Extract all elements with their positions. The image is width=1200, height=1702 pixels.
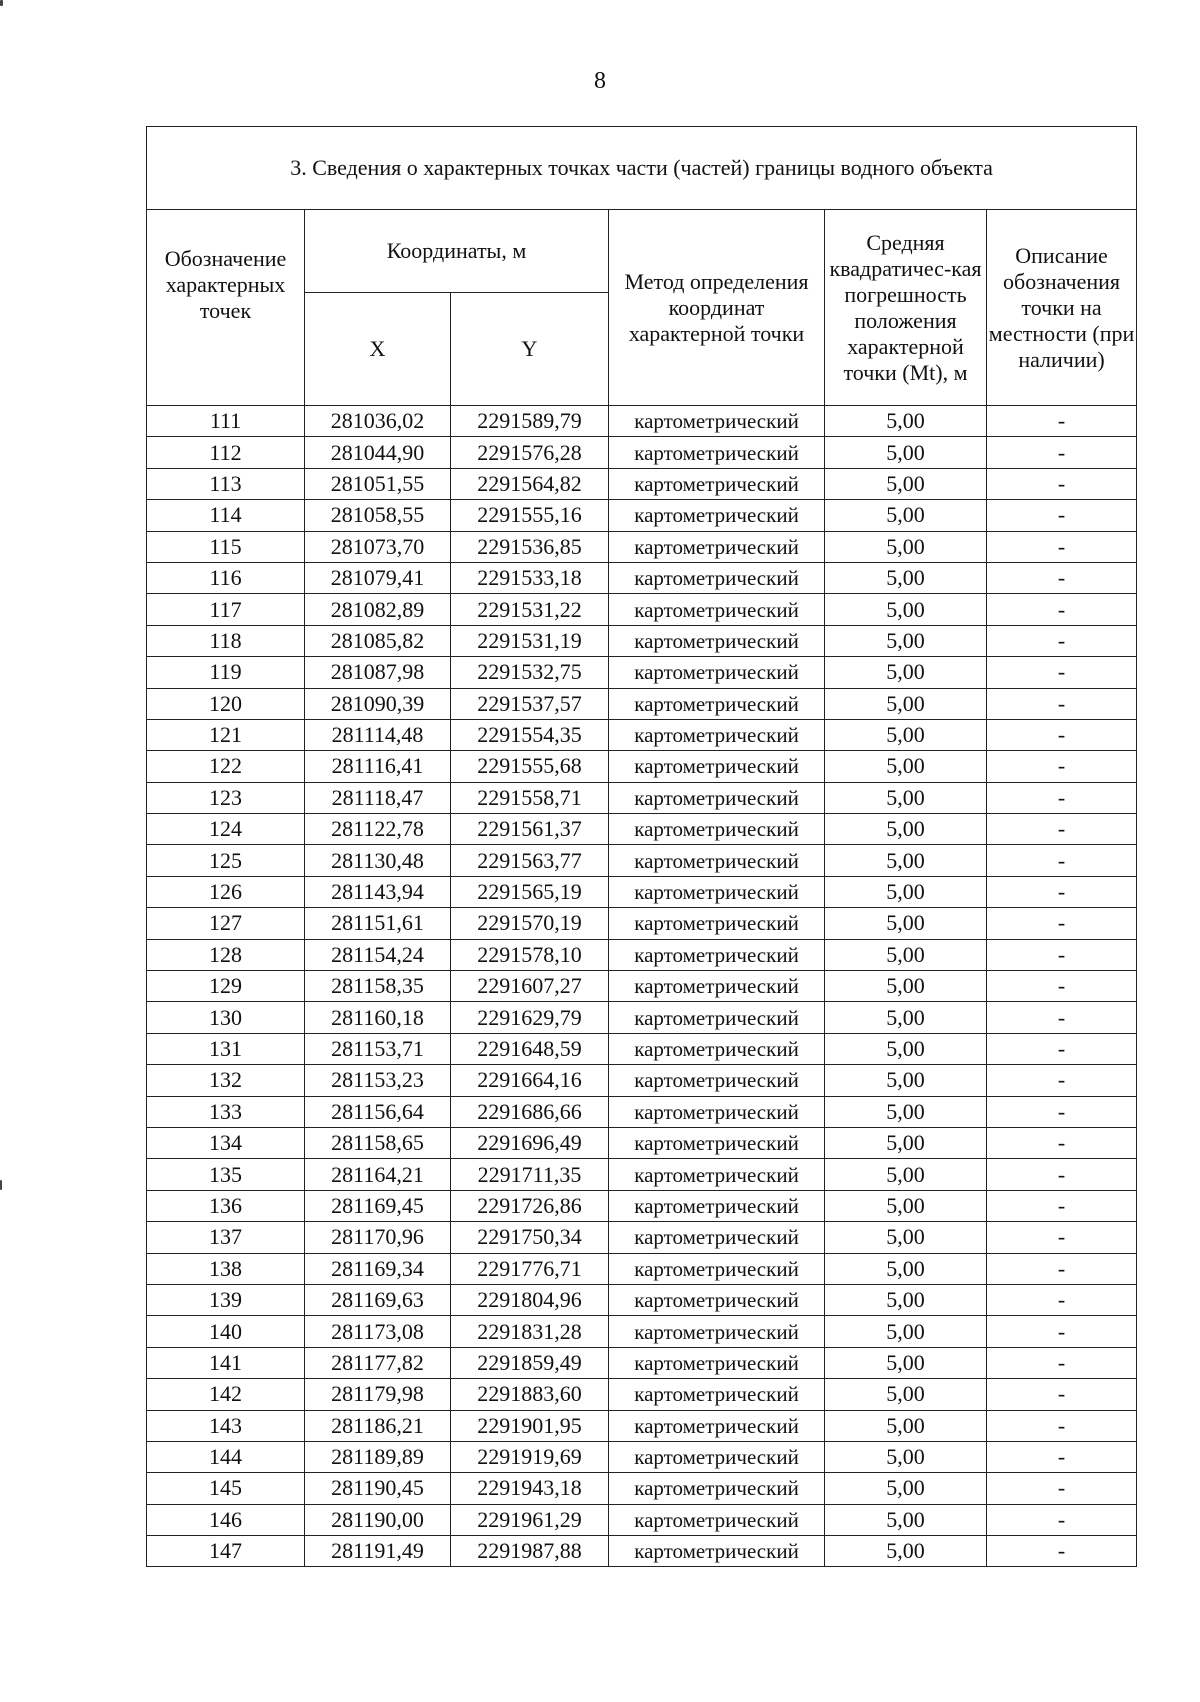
cell-y: 2291565,19	[451, 876, 609, 907]
cell-y: 2291648,59	[451, 1033, 609, 1064]
cell-x: 281073,70	[305, 531, 451, 562]
cell-x: 281122,78	[305, 814, 451, 845]
cell-description: -	[987, 971, 1137, 1002]
cell-point-id: 136	[147, 1190, 305, 1221]
cell-x: 281154,24	[305, 939, 451, 970]
cell-accuracy: 5,00	[825, 814, 987, 845]
cell-description: -	[987, 1033, 1137, 1064]
table-row	[147, 657, 1137, 688]
cell-point-id: 146	[147, 1504, 305, 1535]
cell-x: 281169,45	[305, 1190, 451, 1221]
cell-method: картометрический	[609, 1473, 825, 1504]
cell-y: 2291531,19	[451, 625, 609, 656]
cell-method: картометрический	[609, 1002, 825, 1033]
cell-accuracy: 5,00	[825, 562, 987, 593]
cell-method: картометрический	[609, 1096, 825, 1127]
table-row	[147, 500, 1137, 531]
cell-description: -	[987, 1222, 1137, 1253]
table-row	[147, 1002, 1137, 1033]
header-y: Y	[451, 293, 609, 406]
cell-description: -	[987, 1127, 1137, 1158]
table-row	[147, 751, 1137, 782]
cell-description: -	[987, 1159, 1137, 1190]
cell-description: -	[987, 562, 1137, 593]
table-row	[147, 814, 1137, 845]
cell-description: -	[987, 437, 1137, 468]
cell-point-id: 145	[147, 1473, 305, 1504]
cell-description: -	[987, 1284, 1137, 1315]
cell-x: 281153,23	[305, 1065, 451, 1096]
cell-method: картометрический	[609, 845, 825, 876]
cell-accuracy: 5,00	[825, 1284, 987, 1315]
cell-description: -	[987, 531, 1137, 562]
cell-accuracy: 5,00	[825, 688, 987, 719]
cell-method: картометрический	[609, 1065, 825, 1096]
cell-method: картометрический	[609, 1536, 825, 1567]
cell-method: картометрический	[609, 688, 825, 719]
cell-x: 281177,82	[305, 1347, 451, 1378]
cell-description: -	[987, 1504, 1137, 1535]
cell-point-id: 129	[147, 971, 305, 1002]
cell-description: -	[987, 406, 1137, 437]
table-row	[147, 939, 1137, 970]
cell-accuracy: 5,00	[825, 971, 987, 1002]
cell-y: 2291859,49	[451, 1347, 609, 1378]
table-row	[147, 1316, 1137, 1347]
header-description: Описание обозначения точки на местности (при наличии)	[987, 210, 1137, 406]
cell-point-id: 124	[147, 814, 305, 845]
cell-method: картометрический	[609, 1410, 825, 1441]
table-row	[147, 1159, 1137, 1190]
cell-x: 281158,65	[305, 1127, 451, 1158]
cell-y: 2291563,77	[451, 845, 609, 876]
cell-description: -	[987, 1473, 1137, 1504]
cell-y: 2291696,49	[451, 1127, 609, 1158]
cell-x: 281164,21	[305, 1159, 451, 1190]
cell-description: -	[987, 1347, 1137, 1378]
cell-description: -	[987, 657, 1137, 688]
cell-y: 2291943,18	[451, 1473, 609, 1504]
cell-x: 281036,02	[305, 406, 451, 437]
cell-point-id: 134	[147, 1127, 305, 1158]
cell-description: -	[987, 751, 1137, 782]
cell-point-id: 135	[147, 1159, 305, 1190]
cell-y: 2291883,60	[451, 1379, 609, 1410]
cell-x: 281190,45	[305, 1473, 451, 1504]
cell-accuracy: 5,00	[825, 531, 987, 562]
cell-method: картометрический	[609, 814, 825, 845]
cell-accuracy: 5,00	[825, 1504, 987, 1535]
cell-point-id: 126	[147, 876, 305, 907]
cell-x: 281190,00	[305, 1504, 451, 1535]
table-row	[147, 1253, 1137, 1284]
cell-accuracy: 5,00	[825, 751, 987, 782]
table-row	[147, 437, 1137, 468]
cell-y: 2291629,79	[451, 1002, 609, 1033]
table-row	[147, 406, 1137, 437]
cell-point-id: 131	[147, 1033, 305, 1064]
cell-method: картометрический	[609, 468, 825, 499]
table-row	[147, 845, 1137, 876]
cell-y: 2291554,35	[451, 719, 609, 750]
cell-x: 281044,90	[305, 437, 451, 468]
cell-x: 281189,89	[305, 1441, 451, 1472]
cell-point-id: 111	[147, 406, 305, 437]
cell-y: 2291589,79	[451, 406, 609, 437]
cell-point-id: 140	[147, 1316, 305, 1347]
cell-point-id: 120	[147, 688, 305, 719]
cell-description: -	[987, 1379, 1137, 1410]
cell-x: 281156,64	[305, 1096, 451, 1127]
table-row	[147, 1441, 1137, 1472]
cell-y: 2291555,68	[451, 751, 609, 782]
cell-point-id: 118	[147, 625, 305, 656]
cell-x: 281179,98	[305, 1379, 451, 1410]
cell-point-id: 138	[147, 1253, 305, 1284]
cell-description: -	[987, 1096, 1137, 1127]
cell-y: 2291987,88	[451, 1536, 609, 1567]
cell-x: 281079,41	[305, 562, 451, 593]
cell-point-id: 114	[147, 500, 305, 531]
cell-accuracy: 5,00	[825, 406, 987, 437]
cell-description: -	[987, 782, 1137, 813]
cell-x: 281130,48	[305, 845, 451, 876]
cell-method: картометрический	[609, 406, 825, 437]
cell-point-id: 141	[147, 1347, 305, 1378]
cell-accuracy: 5,00	[825, 1222, 987, 1253]
cell-x: 281191,49	[305, 1536, 451, 1567]
cell-accuracy: 5,00	[825, 1002, 987, 1033]
cell-description: -	[987, 1002, 1137, 1033]
cell-method: картометрический	[609, 594, 825, 625]
cell-y: 2291555,16	[451, 500, 609, 531]
cell-description: -	[987, 908, 1137, 939]
cell-accuracy: 5,00	[825, 1127, 987, 1158]
cell-y: 2291533,18	[451, 562, 609, 593]
cell-method: картометрический	[609, 1033, 825, 1064]
cell-method: картометрический	[609, 1127, 825, 1158]
cell-accuracy: 5,00	[825, 437, 987, 468]
cell-y: 2291901,95	[451, 1410, 609, 1441]
scan-mark	[0, 1180, 2, 1190]
cell-x: 281153,71	[305, 1033, 451, 1064]
cell-description: -	[987, 939, 1137, 970]
cell-x: 281158,35	[305, 971, 451, 1002]
cell-point-id: 117	[147, 594, 305, 625]
cell-description: -	[987, 1316, 1137, 1347]
section-title: 3. Сведения о характерных точках части (частей) границы водного объекта	[147, 127, 1137, 210]
cell-method: картометрический	[609, 1159, 825, 1190]
cell-y: 2291536,85	[451, 531, 609, 562]
table-row	[147, 562, 1137, 593]
cell-accuracy: 5,00	[825, 1096, 987, 1127]
cell-accuracy: 5,00	[825, 1190, 987, 1221]
cell-x: 281173,08	[305, 1316, 451, 1347]
cell-point-id: 119	[147, 657, 305, 688]
table-row	[147, 971, 1137, 1002]
cell-y: 2291961,29	[451, 1504, 609, 1535]
table-row	[147, 1536, 1137, 1567]
cell-description: -	[987, 468, 1137, 499]
cell-point-id: 112	[147, 437, 305, 468]
cell-method: картометрический	[609, 531, 825, 562]
cell-y: 2291776,71	[451, 1253, 609, 1284]
table-row	[147, 1473, 1137, 1504]
table-row	[147, 1504, 1137, 1535]
cell-description: -	[987, 594, 1137, 625]
cell-method: картометрический	[609, 1379, 825, 1410]
cell-accuracy: 5,00	[825, 594, 987, 625]
header-method: Метод определения координат характерной точки	[609, 210, 825, 406]
cell-method: картометрический	[609, 1504, 825, 1535]
cell-accuracy: 5,00	[825, 1065, 987, 1096]
cell-method: картометрический	[609, 1316, 825, 1347]
cell-method: картометрический	[609, 1253, 825, 1284]
cell-description: -	[987, 876, 1137, 907]
cell-description: -	[987, 814, 1137, 845]
cell-x: 281169,34	[305, 1253, 451, 1284]
cell-accuracy: 5,00	[825, 1536, 987, 1567]
cell-point-id: 132	[147, 1065, 305, 1096]
cell-method: картометрический	[609, 437, 825, 468]
cell-accuracy: 5,00	[825, 782, 987, 813]
cell-x: 281116,41	[305, 751, 451, 782]
table-row	[147, 1033, 1137, 1064]
cell-y: 2291750,34	[451, 1222, 609, 1253]
cell-description: -	[987, 625, 1137, 656]
table-row	[147, 594, 1137, 625]
cell-y: 2291804,96	[451, 1284, 609, 1315]
cell-point-id: 139	[147, 1284, 305, 1315]
table-row	[147, 531, 1137, 562]
cell-point-id: 128	[147, 939, 305, 970]
cell-y: 2291564,82	[451, 468, 609, 499]
cell-point-id: 142	[147, 1379, 305, 1410]
cell-y: 2291578,10	[451, 939, 609, 970]
table-row	[147, 1347, 1137, 1378]
cell-description: -	[987, 1190, 1137, 1221]
cell-method: картометрический	[609, 782, 825, 813]
table-row	[147, 908, 1137, 939]
cell-point-id: 121	[147, 719, 305, 750]
cell-description: -	[987, 500, 1137, 531]
cell-point-id: 125	[147, 845, 305, 876]
cell-y: 2291607,27	[451, 971, 609, 1002]
cell-method: картометрический	[609, 1222, 825, 1253]
cell-y: 2291561,37	[451, 814, 609, 845]
cell-accuracy: 5,00	[825, 1441, 987, 1472]
scan-mark	[0, 0, 3, 6]
cell-point-id: 122	[147, 751, 305, 782]
cell-x: 281169,63	[305, 1284, 451, 1315]
cell-x: 281058,55	[305, 500, 451, 531]
cell-point-id: 113	[147, 468, 305, 499]
header-coordinates: Координаты, м	[305, 210, 609, 293]
cell-method: картометрический	[609, 876, 825, 907]
cell-point-id: 116	[147, 562, 305, 593]
cell-accuracy: 5,00	[825, 1159, 987, 1190]
cell-point-id: 130	[147, 1002, 305, 1033]
table-row	[147, 876, 1137, 907]
cell-y: 2291570,19	[451, 908, 609, 939]
cell-x: 281082,89	[305, 594, 451, 625]
table-row	[147, 468, 1137, 499]
cell-y: 2291532,75	[451, 657, 609, 688]
cell-point-id: 127	[147, 908, 305, 939]
cell-point-id: 143	[147, 1410, 305, 1441]
table-row	[147, 625, 1137, 656]
table-row	[147, 1065, 1137, 1096]
cell-accuracy: 5,00	[825, 468, 987, 499]
table-row	[147, 1127, 1137, 1158]
cell-x: 281087,98	[305, 657, 451, 688]
cell-method: картометрический	[609, 1190, 825, 1221]
cell-accuracy: 5,00	[825, 1253, 987, 1284]
cell-accuracy: 5,00	[825, 908, 987, 939]
page-number: 8	[594, 68, 606, 94]
cell-accuracy: 5,00	[825, 1410, 987, 1441]
cell-x: 281160,18	[305, 1002, 451, 1033]
cell-y: 2291919,69	[451, 1441, 609, 1472]
cell-accuracy: 5,00	[825, 719, 987, 750]
cell-x: 281118,47	[305, 782, 451, 813]
cell-accuracy: 5,00	[825, 1473, 987, 1504]
cell-x: 281085,82	[305, 625, 451, 656]
cell-y: 2291711,35	[451, 1159, 609, 1190]
cell-accuracy: 5,00	[825, 657, 987, 688]
cell-method: картометрический	[609, 1284, 825, 1315]
cell-accuracy: 5,00	[825, 876, 987, 907]
table-row	[147, 1096, 1137, 1127]
boundary-points-table	[146, 126, 1137, 1567]
cell-method: картометрический	[609, 751, 825, 782]
cell-description: -	[987, 719, 1137, 750]
cell-description: -	[987, 688, 1137, 719]
cell-accuracy: 5,00	[825, 1316, 987, 1347]
table-row	[147, 719, 1137, 750]
cell-point-id: 133	[147, 1096, 305, 1127]
cell-x: 281186,21	[305, 1410, 451, 1441]
table-row	[147, 1190, 1137, 1221]
cell-x: 281051,55	[305, 468, 451, 499]
header-x: X	[305, 293, 451, 406]
cell-x: 281151,61	[305, 908, 451, 939]
cell-method: картометрический	[609, 908, 825, 939]
cell-accuracy: 5,00	[825, 1347, 987, 1378]
cell-description: -	[987, 1253, 1137, 1284]
cell-method: картометрический	[609, 1441, 825, 1472]
cell-description: -	[987, 1536, 1137, 1567]
cell-y: 2291558,71	[451, 782, 609, 813]
cell-x: 281114,48	[305, 719, 451, 750]
cell-y: 2291686,66	[451, 1096, 609, 1127]
table-row	[147, 1222, 1137, 1253]
cell-method: картометрический	[609, 625, 825, 656]
cell-y: 2291664,16	[451, 1065, 609, 1096]
cell-method: картометрический	[609, 939, 825, 970]
cell-accuracy: 5,00	[825, 500, 987, 531]
cell-description: -	[987, 1441, 1137, 1472]
table-row	[147, 1379, 1137, 1410]
cell-point-id: 123	[147, 782, 305, 813]
cell-y: 2291831,28	[451, 1316, 609, 1347]
cell-accuracy: 5,00	[825, 625, 987, 656]
cell-y: 2291537,57	[451, 688, 609, 719]
cell-x: 281143,94	[305, 876, 451, 907]
cell-x: 281090,39	[305, 688, 451, 719]
cell-method: картометрический	[609, 1347, 825, 1378]
cell-method: картометрический	[609, 500, 825, 531]
cell-method: картометрический	[609, 971, 825, 1002]
cell-point-id: 137	[147, 1222, 305, 1253]
cell-description: -	[987, 1065, 1137, 1096]
cell-accuracy: 5,00	[825, 845, 987, 876]
cell-point-id: 147	[147, 1536, 305, 1567]
table-row	[147, 1410, 1137, 1441]
table-row	[147, 1284, 1137, 1315]
table-body	[147, 406, 1137, 1567]
cell-x: 281170,96	[305, 1222, 451, 1253]
cell-accuracy: 5,00	[825, 939, 987, 970]
cell-description: -	[987, 845, 1137, 876]
cell-accuracy: 5,00	[825, 1033, 987, 1064]
table-row	[147, 688, 1137, 719]
cell-method: картометрический	[609, 719, 825, 750]
cell-y: 2291726,86	[451, 1190, 609, 1221]
cell-point-id: 115	[147, 531, 305, 562]
cell-y: 2291576,28	[451, 437, 609, 468]
cell-point-id: 144	[147, 1441, 305, 1472]
table-row	[147, 782, 1137, 813]
cell-y: 2291531,22	[451, 594, 609, 625]
header-designation: Обозначение характерных точек	[147, 210, 305, 406]
cell-description: -	[987, 1410, 1137, 1441]
cell-method: картометрический	[609, 562, 825, 593]
cell-method: картометрический	[609, 657, 825, 688]
cell-accuracy: 5,00	[825, 1379, 987, 1410]
header-accuracy: Средняя квадратичес-кая погрешность положения характерной точки (Mt), м	[825, 210, 987, 406]
